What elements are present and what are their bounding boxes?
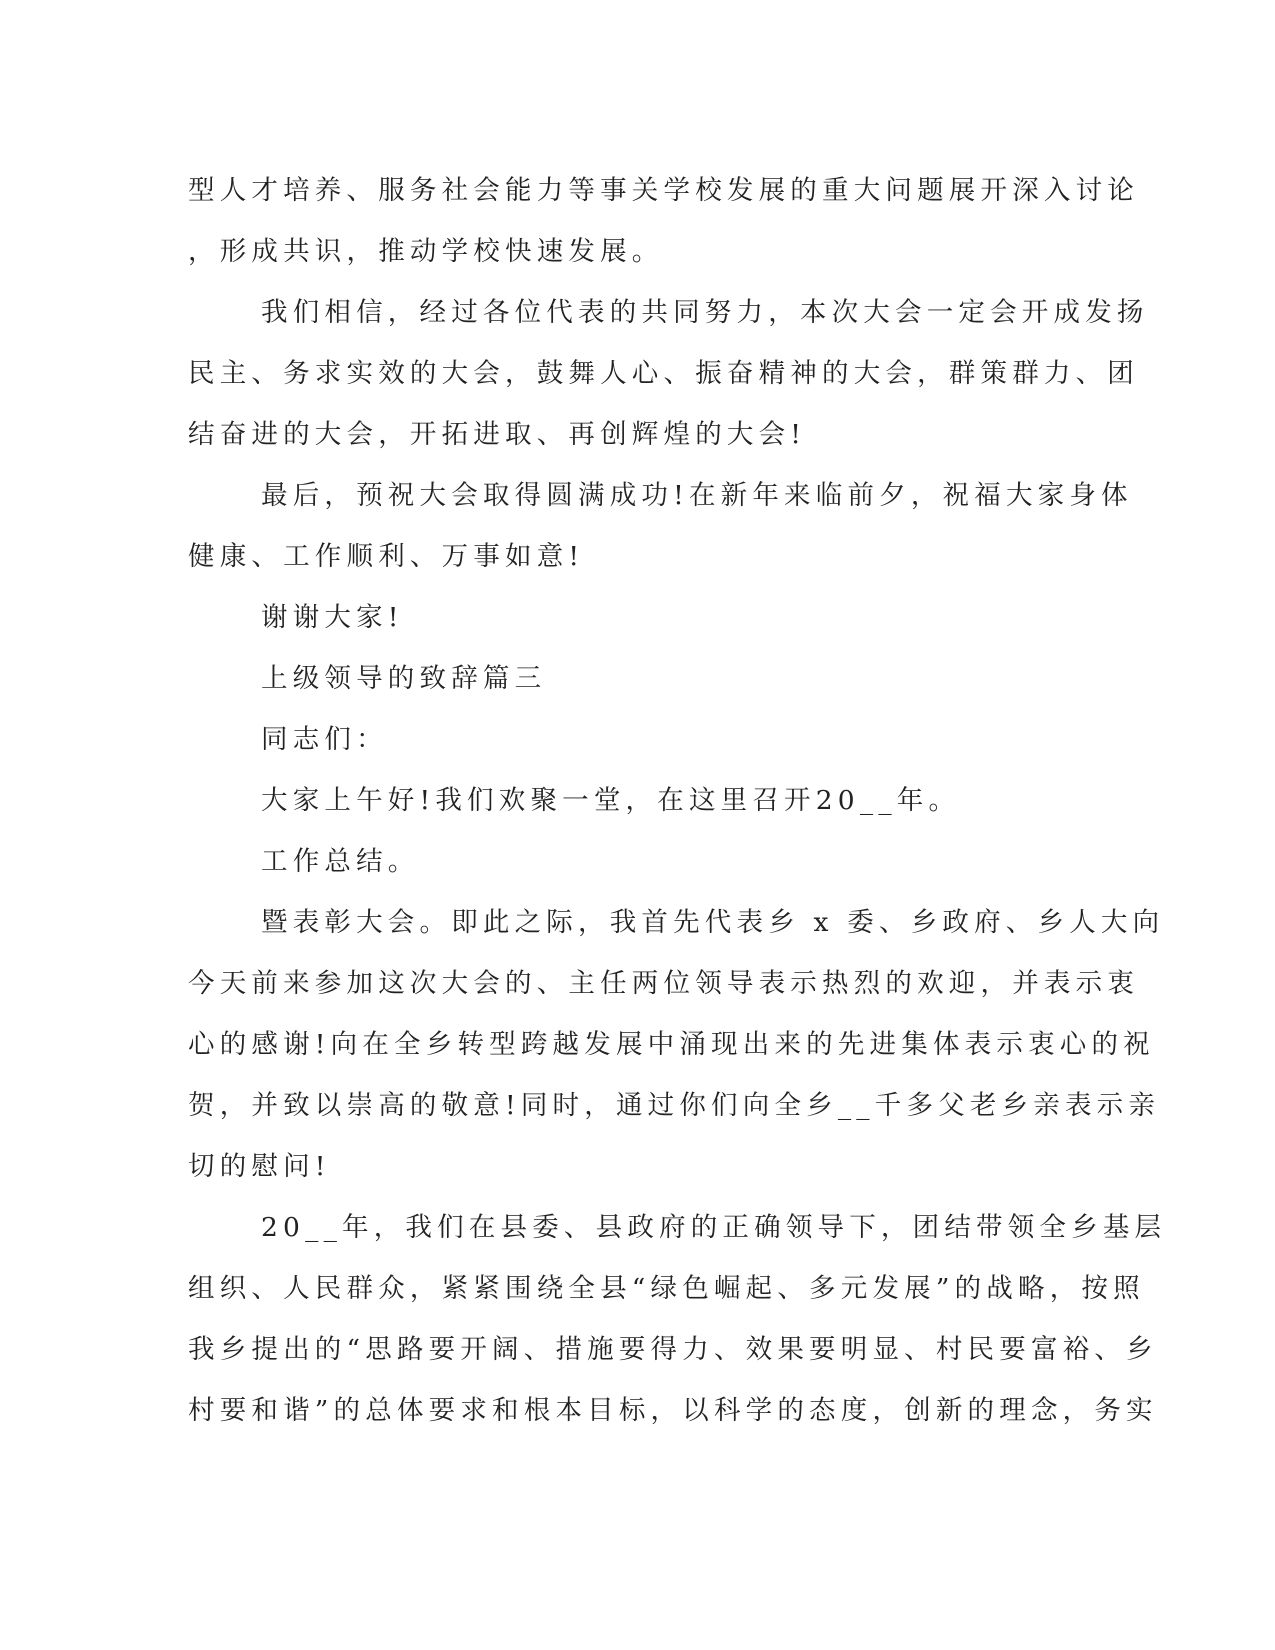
text-line-5: 结奋进的大会，开拓进取、再创辉煌的大会! [188, 419, 807, 450]
text-line-17: 切的慰问! [188, 1151, 331, 1182]
text-line-12: 工作总结。 [261, 846, 420, 877]
text-line-4: 民主、务求实效的大会，鼓舞人心、振奋精神的大会，群策群力、团 [188, 358, 1139, 389]
text-line-19: 组织、人民群众，紧紧围绕全县“绿色崛起、多元发展”的战略，按照 [188, 1273, 1145, 1304]
text-line-16: 贺，并致以崇高的敬意!同时，通过你们向全乡__千多父老乡亲表示亲 [188, 1090, 1161, 1121]
text-line-2: ，形成共识，推动学校快速发展。 [188, 236, 664, 267]
text-line-13: 暨表彰大会。即此之际，我首先代表乡 x 委、乡政府、乡人大向 [261, 907, 1165, 938]
document-body [188, 160, 1167, 1441]
text-line-15: 心的感谢!向在全乡转型跨越发展中涌现出来的先进集体表示衷心的祝 [188, 1029, 1155, 1060]
text-line-14: 今天前来参加这次大会的、主任两位领导表示热烈的欢迎，并表示衷 [188, 968, 1139, 999]
text-line-3: 我们相信，经过各位代表的共同努力，本次大会一定会开成发扬 [261, 297, 1149, 328]
text-line-6: 最后，预祝大会取得圆满成功!在新年来临前夕，祝福大家身体 [261, 480, 1133, 511]
salutation: 同志们： [261, 724, 388, 755]
text-line-8: 谢谢大家! [261, 602, 404, 633]
text-line-7: 健康、工作顺利、万事如意! [188, 541, 585, 572]
text-line-20: 我乡提出的“思路要开阔、措施要得力、效果要明显、村民要富裕、乡 [188, 1334, 1158, 1365]
section-heading: 上级领导的致辞篇三 [261, 663, 547, 694]
text-line-21: 村要和谐”的总体要求和根本目标，以科学的态度，创新的理念，务实 [188, 1395, 1158, 1426]
text-line-18: 20__年，我们在县委、县政府的正确领导下，团结带领全乡基层 [261, 1212, 1167, 1243]
text-line-11: 大家上午好!我们欢聚一堂，在这里召开20__年。 [261, 785, 961, 816]
text-line-1: 型人才培养、服务社会能力等事关学校发展的重大问题展开深入讨论 [188, 175, 1139, 206]
